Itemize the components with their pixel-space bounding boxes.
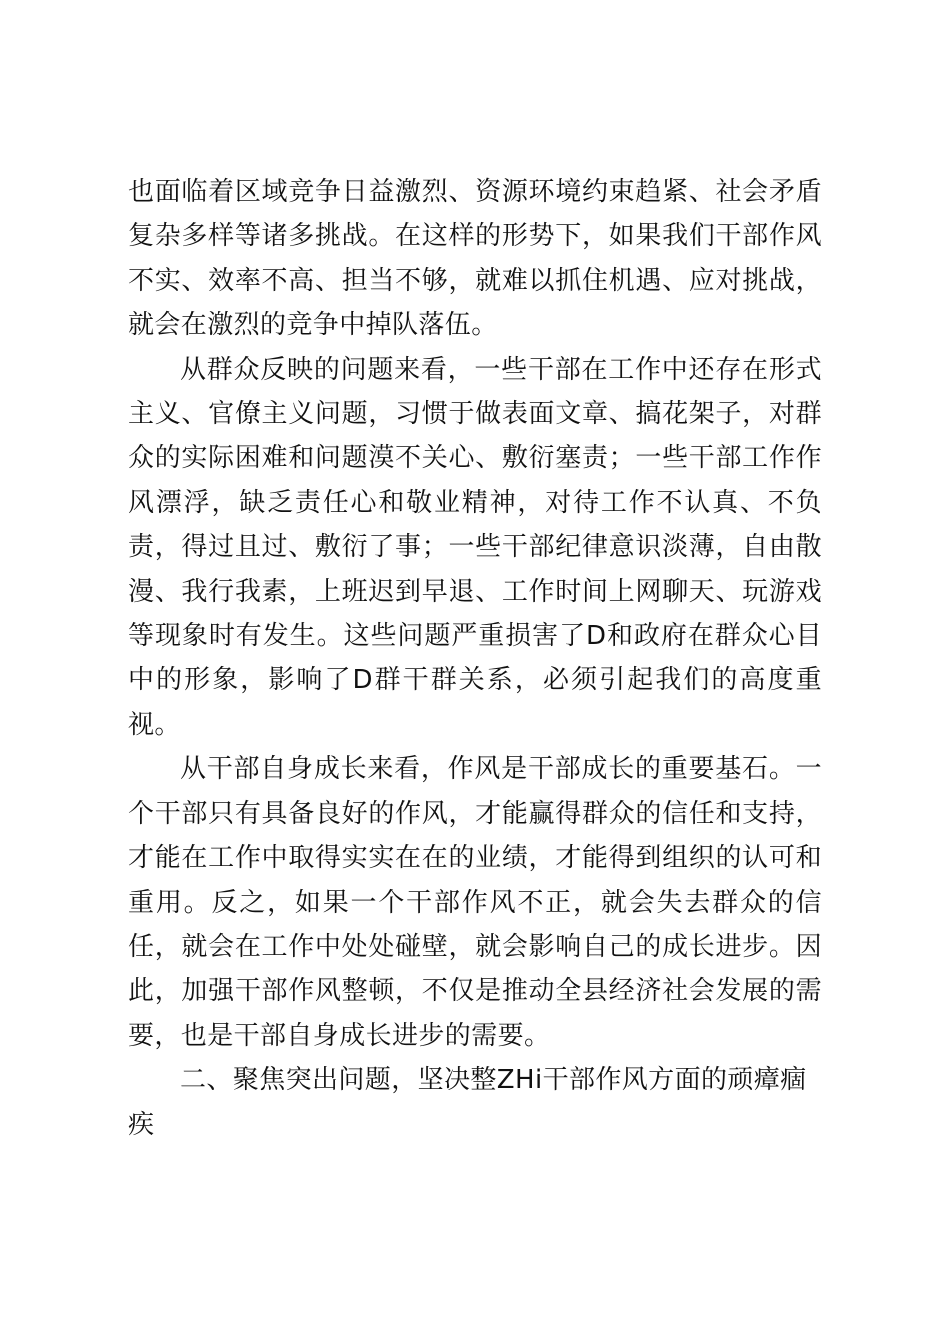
paragraph-cadre-growth: 从干部自身成长来看，作风是干部成长的重要基石。一个干部只有具备良好的作风，才能赢得群众的信任和支持，才能在工作中取得实实在在的业绩，才能得到组织的认可和重用。反之，如果一个干部作风不正，就会失去群众的信任，就会在工作中处处碰壁，就会影响自己的成长进步。因此，加强干部作风整顿，不仅是推动全县经济社会发展的需要，也是干部自身成长进步的需要。	[128, 754, 822, 1051]
section-heading: 二、聚焦突出问题，坚决整ZHi干部作风方面的顽瘴痼疾	[128, 1065, 807, 1140]
paragraph-continued: 也面临着区域竞争日益激烈、资源环境约束趋紧、社会矛盾复杂多样等诸多挑战。在这样的形势下，如果我们干部作风不实、效率不高、担当不够，就难以抓住机遇、应对挑战，就会在激烈的竞争中掉队落伍。	[128, 177, 822, 341]
paragraph-mass-feedback: 从群众反映的问题来看，一些干部在工作中还存在形式主义、官僚主义问题，习惯于做表面文章、搞花架子，对群众的实际困难和问题漠不关心、敷衍塞责；一些干部工作作风漂浮，缺乏责任心和敬业精神，对待工作不认真、不负责，得过且过、敷衍了事；一些干部纪律意识淡薄，自由散漫、我行我素，上班迟到早退、工作时间上网聊天、玩游戏等现象时有发生。这些问题严重损害了D和政府在群众心目中的形象，影响了D群干群关系，必须引起我们的高度重视。	[128, 354, 822, 740]
document-body	[128, 170, 822, 1147]
